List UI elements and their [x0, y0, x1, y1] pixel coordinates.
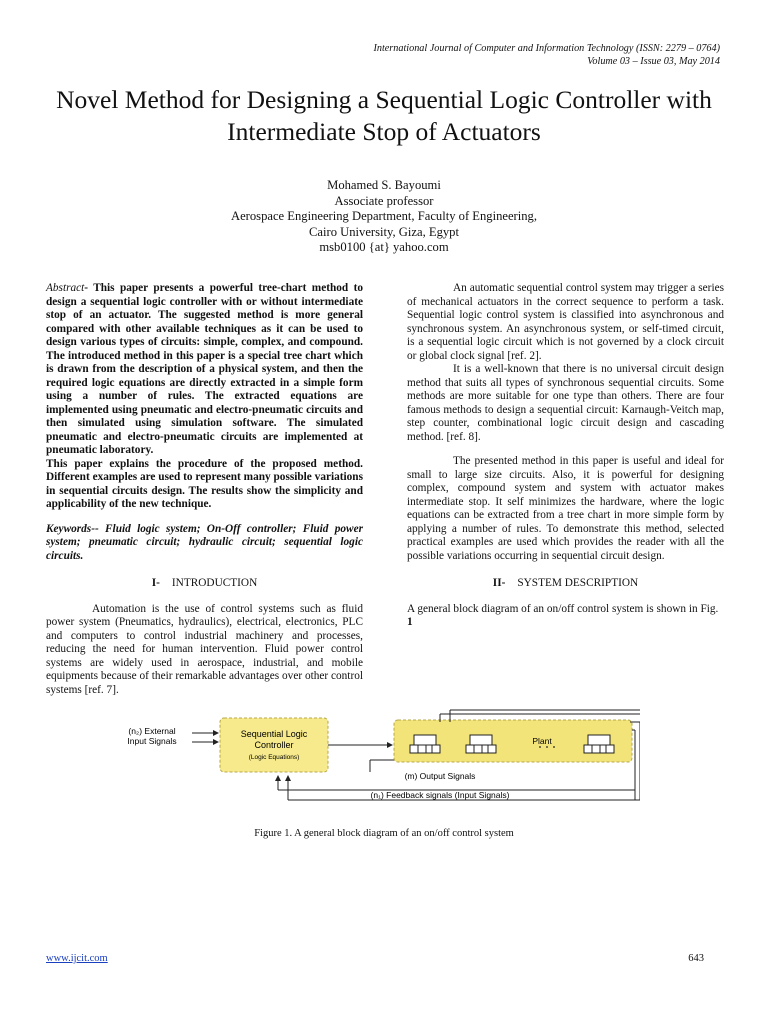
keywords: Keywords-- Fluid logic system; On-Off controller; Fluid power system; pneumatic circuit; hydraulic circuit; sequential logic circuits.	[46, 522, 363, 562]
figure-caption: Figure 1. A general block diagram of an on/off control system	[254, 828, 514, 839]
section-number: II-	[492, 577, 506, 589]
journal-volume: Volume 03 – Issue 03, May 2014	[587, 56, 720, 67]
system-description-paragraph	[407, 603, 724, 630]
paragraph-sequential-control: An automatic sequential control system may trigger a series of mechanical actuators in the correct sequence to perform a task. Sequential logic control system is classified into asynchronous and synchronous system. An asynchronous system, or self-timed circuit, is a sequential logic circuit which is not governed by a clock circuit or global clock signal [ref. 2].	[407, 282, 724, 362]
left-column	[46, 282, 363, 697]
author-position: Associate professor	[334, 193, 434, 208]
actuator-2-icon	[466, 735, 496, 753]
external-signals-label-1: (n₂) External	[128, 726, 176, 736]
controller-label-3: (Logic Equations)	[248, 754, 300, 761]
feedback-signals-label: (n₁) Feedback signals (Input Signals)	[370, 790, 510, 800]
author-name: Mohamed S. Bayoumi	[327, 178, 441, 192]
plant-label: Plant	[532, 736, 552, 746]
section-heading-system-description	[407, 577, 724, 591]
author-university: Cairo University, Giza, Egypt	[309, 224, 459, 239]
abstract-label: Abstract	[46, 282, 85, 294]
output-signals-label: (m) Output Signals	[404, 771, 476, 781]
intro-paragraph: Automation is the use of control systems such as fluid power system (Pneumatics, hydraulics), electrical, electronics, PLC and computers to control industrial machinery and processes, reducing the need for human intervention. Fluid power control systems are widely used in aerospace, industrial, and mobile equipments because of their remarkable advantages over other control systems [ref. 7].	[46, 602, 363, 696]
abstract	[46, 282, 363, 458]
page-number: 643	[688, 953, 704, 964]
section-number: I-	[151, 577, 160, 589]
journal-name: International Journal of Computer and Information Technology (ISSN: 2279 – 0764)	[373, 43, 720, 54]
author-email: msb0100 {at} yahoo.com	[319, 240, 449, 254]
author-block	[0, 178, 768, 256]
section-title: SYSTEM DESCRIPTION	[517, 577, 639, 589]
abstract-text: - This paper presents a powerful tree-chart method to design a sequential logic controller with or without intermediate stop of an actuator. The suggested method is more general compared with other available techniques as it can be used to design various types of circuits: simple, complex, and compound. The introduced method in this paper is a special tree chart which is drawn from the description of a physical system, and then the required logic equations are directly extracted in a simple form using a number of rules. The extracted equations are implemented using pneumatic and electro-pneumatic circuits and then simulated using simulation software. The simulated pneumatic and electro-pneumatic circuits are implemented at pneumatic laboratory.	[46, 282, 363, 456]
section-heading-introduction	[46, 577, 363, 591]
actuator-1-icon	[410, 735, 440, 753]
actuator-n-icon	[584, 735, 614, 753]
block-diagram-figure	[110, 700, 640, 812]
section-title: INTRODUCTION	[171, 577, 258, 589]
controller-label-2: Controller	[254, 740, 294, 750]
figure-reference: 1	[407, 616, 413, 628]
paragraph-presented-method: The presented method in this paper is useful and ideal for small to large size circuits. Also, it is powerful for designing complex, compound system and system with actuator makes intermediate stop. It self minimizes the hardware, where the logic equations can be extracted from a tree chart in more simple form by applying a number of rules. To demonstrate this method, selected practical examples are used which provides the reader with all the possible variations occurring in sequential circuit design.	[407, 455, 724, 562]
right-column	[407, 282, 724, 630]
paragraph-design-methods: It is a well-known that there is no universal circuit design method that suits all types of synchronous sequential circuits. Some methods are more suitable for one type than others. There are four famous methods to design a sequential circuit: Karnaugh-Veitch map, step counter, combinational logic circuit design and cascading method. [ref. 8].	[407, 363, 724, 443]
system-description-text: A general block diagram of an on/off control system is shown in Fig.	[407, 602, 719, 615]
paper-title: Novel Method for Designing a Sequential Logic Controller with Intermediate Stop of Actuators	[56, 85, 712, 146]
author-department: Aerospace Engineering Department, Faculty of Engineering,	[231, 209, 537, 223]
controller-label-1: Sequential Logic	[240, 729, 308, 739]
external-signals-label-2: Input Signals	[127, 736, 177, 746]
abstract-text-2: This paper explains the procedure of the proposed method. Different examples are used to represent many possible variations in sequential circuits design. The results show the simplicity and applicability of the new technique.	[46, 457, 363, 510]
footer-url-link[interactable]: www.ijcit.com	[46, 953, 108, 964]
